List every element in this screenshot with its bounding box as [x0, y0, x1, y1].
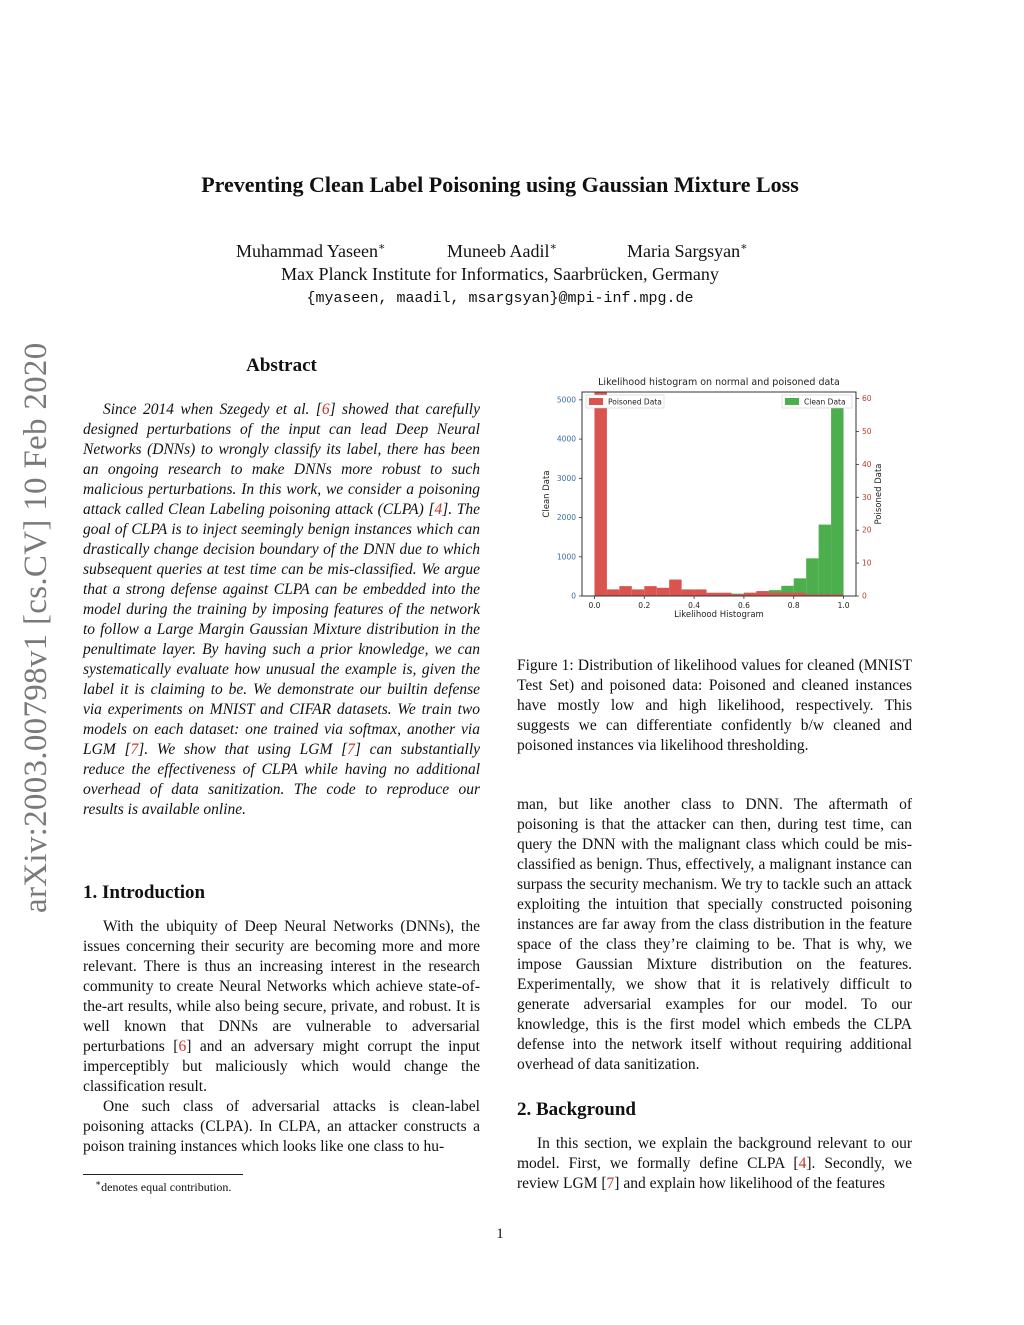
author-1: Muhammad Yaseen∗ — [236, 241, 386, 261]
right-tick-label: 30 — [862, 492, 872, 502]
section-heading-introduction: 1. Introduction — [83, 882, 206, 903]
legend-label-poisoned: Poisoned Data — [608, 397, 662, 407]
abstract-heading: Abstract — [246, 355, 317, 376]
affiliation: Max Planck Institute for Informatics, Saarbrücken, Germany — [281, 264, 719, 284]
intro-paragraph-3: man, but like another class to DNN. The aftermath of poisoning is that the attacker can then, during test time, can query the DNN with the malignant class which could be mis-classified as benign. Thus, effectively, a malignant instance can surpass the security mechanism. We try to tackle such an attack exploiting the intuition that specially constructed poisoning instances are far away from the class distribution in the feature space of the class they’re claiming to be. That is why, we impose Gaussian Mixture distribution on the features. Experimentally, we show that it is relatively difficult to generate adversarial examples for our model. To our knowledge, this is the first model which embeds the CLPA defense into the network itself without requiring additional overhead of data sanitization. — [517, 796, 912, 1073]
x-axis-label: Likelihood Histogram — [674, 610, 764, 620]
author-2: Muneeb Aadil∗ — [447, 241, 557, 261]
left-tick-label: 2000 — [556, 513, 576, 523]
paper-title: Preventing Clean Label Poisoning using Gaussian Mixture Loss — [201, 172, 799, 197]
poisoned-data-bar — [657, 588, 669, 596]
poisoned-data-bar — [694, 589, 706, 596]
x-tick-label: 0.2 — [638, 601, 651, 610]
poisoned-data-bar — [594, 392, 606, 596]
citation-link[interactable]: 4 — [434, 501, 443, 518]
background-body: In this section, we explain the background relevant to our model. First, we formally define CLPA [4]. Secondly, we review LGM [7] and explain how likelihood of the features — [517, 1135, 912, 1192]
clean-data-bar — [831, 400, 843, 596]
poisoned-data-bar — [632, 589, 644, 596]
left-tick-label: 3000 — [556, 473, 576, 483]
poisoned-data-bar — [607, 589, 619, 596]
poisoned-data-bar — [644, 586, 656, 596]
likelihood-histogram-chart — [532, 370, 892, 625]
citation-link[interactable]: 6 — [321, 401, 330, 418]
section-heading-background: 2. Background — [517, 1099, 636, 1120]
citation-link[interactable]: 7 — [606, 1175, 615, 1192]
right-tick-label: 50 — [862, 426, 872, 436]
poisoned-data-bar — [682, 589, 694, 596]
legend-swatch-clean — [785, 398, 799, 405]
intro-paragraph-2: One such class of adversarial attacks is clean-label poisoning attacks (CLPA). In CLPA, an attacker constructs a poison training instances which looks like one class to hu- — [83, 1098, 480, 1155]
right-tick-label: 40 — [862, 459, 872, 469]
legend-poisoned — [586, 395, 664, 408]
right-tick-label: 60 — [862, 394, 872, 404]
clean-data-bar — [819, 525, 831, 596]
legend-label-clean: Clean Data — [804, 397, 846, 407]
page-number: 1 — [496, 1226, 504, 1242]
citation-link[interactable]: 7 — [347, 741, 355, 758]
author-emails: {myaseen, maadil, msargsyan}@mpi-inf.mpg.de — [306, 290, 694, 307]
citation-link[interactable]: 4 — [798, 1155, 807, 1172]
poisoned-data-bar — [669, 580, 681, 596]
right-axis-ticks — [856, 394, 872, 600]
intro-paragraph-1: With the ubiquity of Deep Neural Networks (DNNs), the issues concerning their security are becoming more and more relevant. There is thus an increasing interest in the research community to create Neural Networks which achieve state-of-the-art results, while also being secure, private, and robust. It is well known that DNNs are vulnerable to adversarial perturbations [6] and an adversary might corrupt the input imperceptibly but maliciously which would change the classification result. — [83, 918, 480, 1095]
legend-swatch-poisoned — [589, 398, 603, 405]
poisoned-data-bar — [756, 591, 768, 596]
figure-caption: Figure 1: Distribution of likelihood values for cleaned (MNIST Test Set) and poisoned data: Poisoned and cleaned instances have mostly low and high likelihood, respectively. This suggests we can differentiate confidently b/w cleaned and poisoned instances via likelihood thresholding. — [517, 657, 912, 754]
poisoned-data-bar — [619, 586, 631, 596]
clean-data-bar — [806, 558, 818, 596]
x-tick-label: 0.8 — [787, 601, 800, 610]
right-tick-label: 10 — [862, 558, 872, 568]
legend-clean — [782, 395, 852, 408]
left-axis-ticks — [557, 395, 582, 600]
chart-bars — [594, 392, 843, 596]
left-axis-label: Clean Data — [542, 470, 552, 518]
right-tick-label: 0 — [862, 591, 867, 601]
right-tick-label: 20 — [862, 525, 872, 535]
x-tick-label: 1.0 — [837, 601, 850, 610]
citation-link[interactable]: 6 — [178, 1038, 187, 1055]
right-axis-label: Poisoned Data — [874, 463, 884, 525]
x-axis-ticks — [588, 596, 849, 610]
x-tick-label: 0.0 — [588, 601, 601, 610]
footnote: ∗denotes equal contribution. — [95, 1178, 232, 1194]
introduction-body — [83, 917, 480, 1157]
left-tick-label: 0 — [571, 591, 576, 601]
arxiv-identifier: arXiv:2003.00798v1 [cs.CV] 10 Feb 2020 — [18, 342, 54, 913]
left-tick-label: 4000 — [556, 434, 576, 444]
left-tick-label: 1000 — [556, 552, 576, 562]
abstract-body: Since 2014 when Szegedy et al. [6] showed that carefully designed perturbations of the input can lead Deep Neural Networks (DNNs) to wrongly classify its label, there has been an ongoing research to make DNNs more robust to such malicious perturbations. In this work, we consider a poisoning attack called Clean Labeling poisoning attack (CLPA) [4]. The goal of CLPA is to inject seemingly benign instances which can drastically change decision boundary of the DNN due to which subsequent queries at test time can be mis-classified. We argue that a strong defense against CLPA can be embedded into the model during the training by imposing features of the network to follow a Large Margin Gaussian Mixture distribution in the penultimate layer. By having such a prior knowledge, we can systematically evaluate how unusual the example is, given the label it is claiming to be. We demonstrate our builtin defense via experiments on MNIST and CIFAR datasets. We train two models on each dataset: one trained via softmax, another via LGM [7]. We show that using LGM [7] can substantially reduce the effectiveness of CLPA while having no additional overhead of data sanitization. The code to reproduce our results is available online. — [83, 401, 481, 818]
chart-title: Likelihood histogram on normal and poisoned data — [598, 377, 840, 388]
x-tick-label: 0.6 — [737, 601, 750, 610]
x-tick-label: 0.4 — [688, 601, 701, 610]
author-3: Maria Sargsyan∗ — [627, 241, 748, 261]
footnote-rule — [83, 1174, 243, 1175]
left-tick-label: 5000 — [556, 395, 576, 405]
citation-link[interactable]: 7 — [130, 741, 139, 758]
